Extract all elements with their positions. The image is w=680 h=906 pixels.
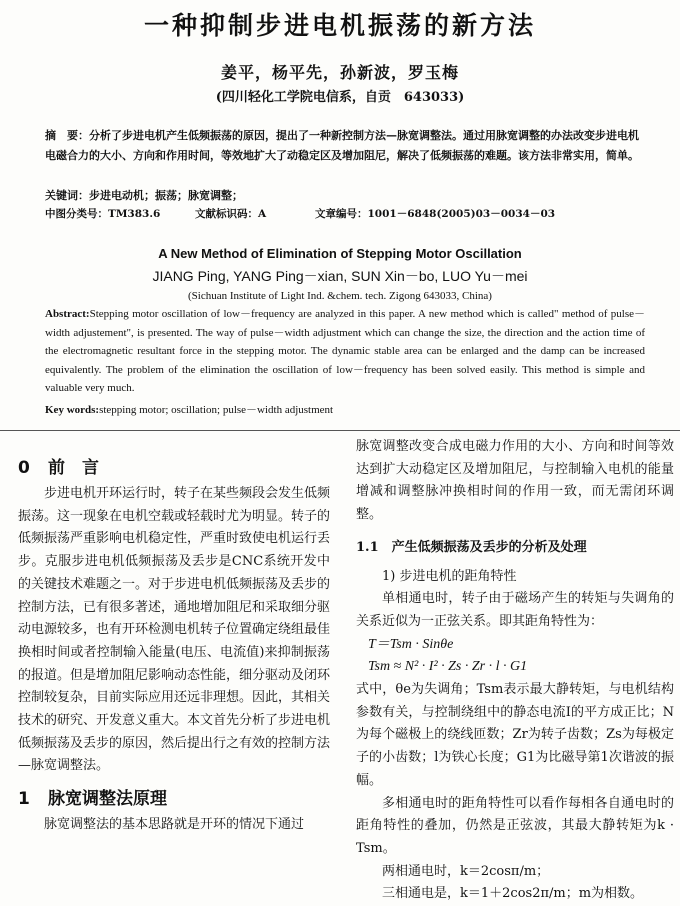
sub-heading-1: 1) 步进电机的距角特性 (382, 568, 517, 584)
keywords-en (45, 401, 645, 419)
section-heading-0 (18, 453, 330, 483)
art-value: 1001－6848(2005)03－0034－03 (367, 208, 556, 220)
paper-title-en: A New Method of Elimination of Stepping Motor Oscillation (158, 246, 522, 261)
subsection-heading-1-1 (356, 537, 674, 560)
affiliation-cn: (四川轻化工学院电信系，自贡 643033) (215, 90, 465, 105)
section-number: 0 (18, 458, 30, 478)
right-column (356, 436, 674, 906)
two-phase-line: 两相通电时，k＝2cosπ/m； (382, 863, 550, 879)
keywords-cn-label: 关键词： (45, 189, 89, 202)
affiliation-en: (Sichuan Institute of Light Ind. &chem. tech. Zigong 643033, China) (188, 290, 492, 302)
left-column (18, 453, 330, 837)
section-divider (0, 430, 680, 431)
keywords-en-label: Key words: (45, 404, 100, 416)
subsection-number: 1.1 (356, 539, 379, 555)
authors-cn: 姜平，杨平先，孙新波，罗玉梅 (220, 63, 459, 82)
continued-paragraph: 脉宽调整改变合成电磁力作用的大小、方向和时间等效达到扩大动稳定区及增加阻尼，与控制输入电机的能量增减和调整脉冲换相时间的作用一致，而无需闭环调整。 (356, 439, 674, 523)
doc-value: A (258, 208, 267, 220)
section-title: 前 言 (48, 458, 99, 478)
doc-label: 文献标识码： (195, 208, 258, 220)
keywords-en-text: stepping motor; oscillation; pulse－width adjustment (99, 404, 334, 416)
clc-number (45, 206, 160, 222)
authors-en: JIANG Ping, YANG Ping－xian, SUN Xin－bo, LUO Yu－mei (152, 268, 528, 284)
sub1-paragraph: 单相通电时，转子由于磁场产生的转矩与失调角的关系近似为一正弦关系。即其距角特性为： (356, 591, 674, 629)
keywords-cn-text: 步进电动机；振荡；脉宽调整； (89, 189, 243, 202)
art-label: 文章编号： (315, 208, 368, 220)
abstract-en (45, 305, 645, 398)
formula-torque: T＝Tsm · Sinθe (368, 636, 454, 652)
doc-code (195, 206, 266, 222)
clc-label: 中图分类号： (45, 208, 108, 220)
abstract-en-label: Abstract: (45, 308, 90, 320)
intro-paragraph: 步进电机开环运行时，转子在某些频段会发生低频振荡。这一现象在电机空载或轻载时尤为明显。转子的低频振荡严重影响电机稳定性，严重时致使电机运行丢步。克服步进电机低频振荡及丢步是CNC系统开发中的关键技术难题之一。对于步进电机低频振荡及丢步的控制方法，已有很多著述，通地增加阻尼和采取细分驱动电源较多，也有开环检测电机转子位置确定绕组最佳换相时间或者控制输入能量(电压、电流值)来抑制振荡的报道。但是增加阻尼影响动态性能，细分驱动及闭环控制较复杂，目前实际应用还远非理想。因此，其相关技术的研究、开发意义重大。本文首先分析了步进电机低频振荡及丢步的原因，然后提出行之有效的控制方法—脉宽调整法。 (18, 486, 331, 774)
section-heading-1 (18, 784, 330, 814)
section-number: 1 (18, 789, 30, 810)
abstract-cn (45, 126, 645, 166)
section1-paragraph: 脉宽调整法的基本思路就是开环的情况下通过 (44, 817, 305, 833)
keywords-cn (45, 186, 645, 206)
section-title: 脉宽调整法原理 (48, 789, 167, 810)
clc-value: TM383.6 (108, 208, 161, 220)
abstract-cn-label: 摘 要： (45, 129, 89, 142)
multiphase-paragraph: 多相通电时的距角特性可以看作每相各自通电时的距角特性的叠加，仍然是正弦波，其最大静转矩为k · Tsm。 (356, 795, 674, 856)
subsection-title: 产生低频振荡及丢步的分析及处理 (391, 539, 587, 555)
abstract-cn-text: 分析了步进电机产生低频振荡的原因，提出了一种新控制方法—脉宽调整法。通过用脉宽调整的办法改变步进电机电磁合力的大小、方向和作用时间，等效地扩大了动稳定区及增加阻尼，解决了低频振荡的难题。该方法非常实用，简单。 (45, 129, 639, 162)
abstract-en-text: Stepping motor oscillation of low－frequency are analyzed in this paper. A new method which is called" method of pulse－width adjustement", is presented. The way of pulse－width adjustment which can change the size, the direction and the action time of the electromagnetic resultant force in the stepping motor. The dynamic stable area can be enlarged and the damp can be increased equivalently. The problem of the elimination the oscillation of low－frequency has been solved easily. This method is simple and valuable very much. (45, 308, 645, 394)
explanation-paragraph: 式中，θe为失调角；Tsm表示最大静转矩，与电机结构参数有关，与控制绕组中的静态电流I的平方成正比；N为每个磁极上的绕线匝数；Zr为转子齿数；Zs为每极定子的小齿数；l为铁心长度；G1为比磁导第1次谐波的振幅。 (356, 682, 674, 788)
three-phase-line: 三相通电是，k＝1＋2cos2π/m；m为相数。 (382, 886, 644, 902)
formula-max-torque: Tsm ≈ N² · I² · Zs · Zr · l · G1 (368, 659, 528, 675)
paper-title-cn: 一种抑制步进电机振荡的新方法 (143, 11, 536, 40)
article-number (315, 206, 555, 222)
